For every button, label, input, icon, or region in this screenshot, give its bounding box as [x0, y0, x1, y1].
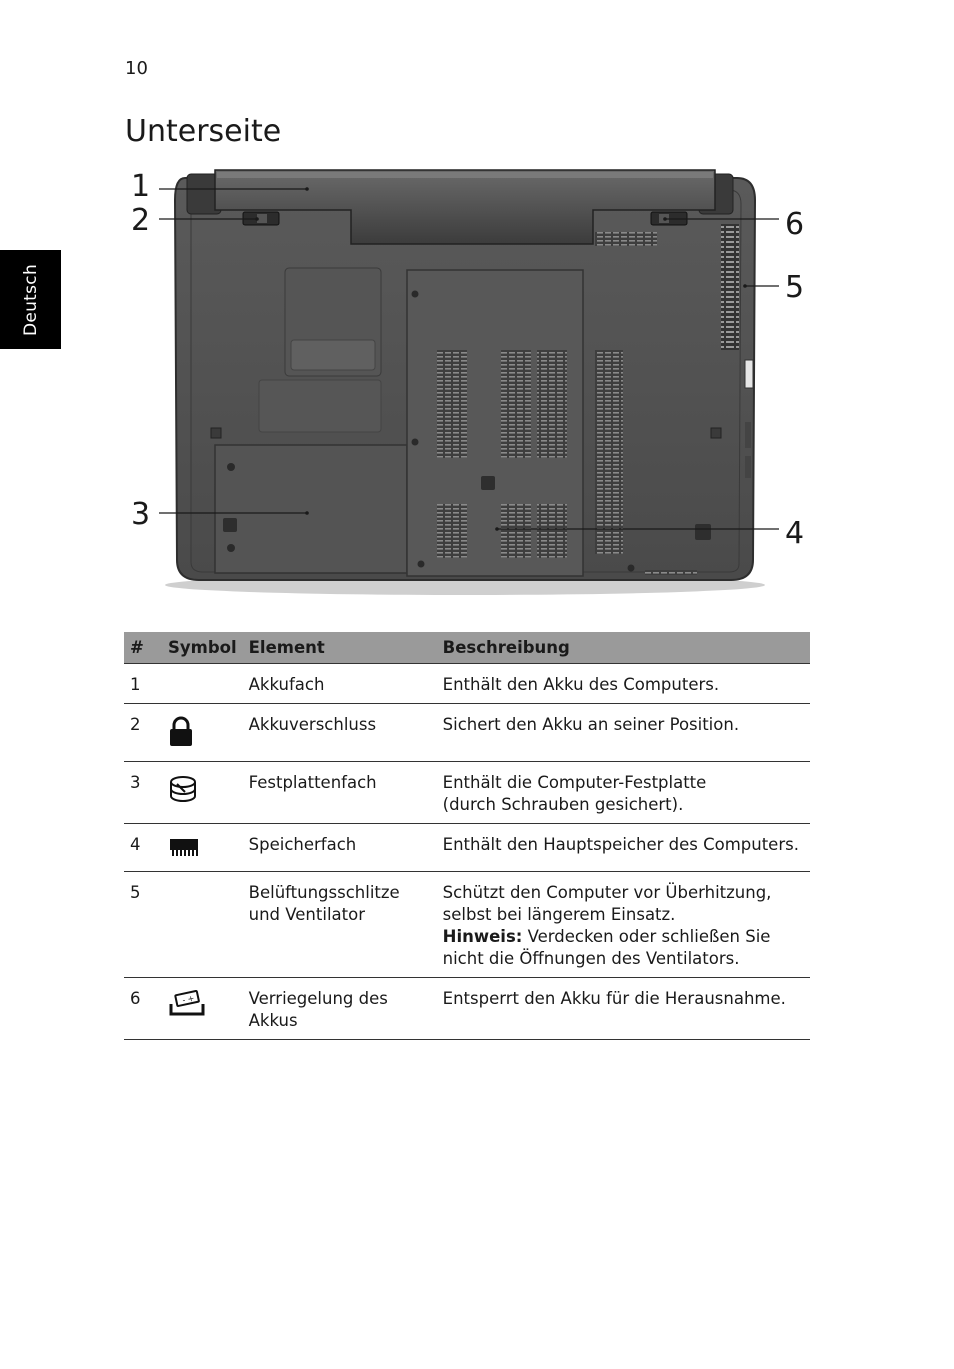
header-description: Beschreibung: [437, 632, 810, 664]
row-description: [437, 762, 810, 824]
row-symbol: [162, 824, 243, 872]
row-description: Entsperrt den Akku für die Herausnahme.: [437, 978, 810, 1040]
row-num: 1: [124, 664, 162, 704]
callout-2: 2: [131, 203, 151, 238]
row-element: [243, 978, 437, 1040]
header-symbol: Symbol: [162, 632, 243, 664]
table-row: [124, 978, 810, 1040]
hdd-bay-cover: [215, 445, 407, 573]
description-line: selbst bei längerem Einsatz.: [442, 905, 676, 924]
svg-text:- +: - +: [181, 993, 196, 1005]
element-line: Verriegelung des: [248, 989, 388, 1008]
row-num: 2: [124, 704, 162, 762]
row-description: Enthält den Hauptspeicher des Computers.: [437, 824, 810, 872]
table-row: [124, 824, 810, 872]
element-line: Akkus: [248, 1011, 298, 1030]
note-label: Hinweis:: [442, 927, 523, 946]
header-element: Element: [243, 632, 437, 664]
row-num: 5: [124, 872, 162, 978]
language-side-tab: [0, 250, 61, 349]
row-description: [437, 872, 810, 978]
row-symbol: [162, 762, 243, 824]
row-element: Festplattenfach: [243, 762, 437, 824]
row-symbol: [162, 704, 243, 762]
callout-3: 3: [131, 497, 151, 532]
battery-release-icon: [168, 990, 206, 1018]
description-line: Enthält die Computer-Festplatte: [442, 773, 707, 792]
side-tab-label: Deutsch: [20, 263, 41, 336]
table-row: [124, 872, 810, 978]
element-line: und Ventilator: [248, 905, 365, 924]
table-row: [124, 664, 810, 704]
callout-4: 4: [785, 516, 805, 551]
row-description: Enthält den Akku des Computers.: [437, 664, 810, 704]
callout-6: 6: [785, 207, 805, 242]
row-element: Speicherfach: [243, 824, 437, 872]
note-line: nicht die Öffnungen des Ventilators.: [442, 949, 740, 968]
callout-5: 5: [785, 270, 805, 305]
row-num: 6: [124, 978, 162, 1040]
row-element: Akkufach: [243, 664, 437, 704]
memory-module-icon: [168, 836, 200, 858]
table-row: [124, 762, 810, 824]
note-line: [443, 926, 804, 948]
table-row: [124, 704, 810, 762]
row-element: Akkuverschluss: [243, 704, 437, 762]
row-num: 4: [124, 824, 162, 872]
header-num: #: [124, 632, 162, 664]
page-number: 10: [125, 58, 148, 79]
description-line: (durch Schrauben gesichert).: [442, 795, 684, 814]
page-title: Unterseite: [125, 114, 282, 149]
element-line: Belüftungsschlitze: [248, 883, 400, 902]
description-line: Schützt den Computer vor Überhitzung,: [442, 883, 772, 902]
laptop-underside-illustration: [125, 160, 815, 605]
laptop-underside-figure: [125, 160, 815, 605]
callout-1: 1: [131, 169, 151, 204]
row-symbol: [162, 872, 243, 978]
padlock-icon: [168, 716, 194, 748]
table-header-row: [124, 632, 810, 664]
note-text: Verdecken oder schließen Sie: [522, 927, 771, 946]
parts-table: [124, 632, 810, 1040]
row-num: 3: [124, 762, 162, 824]
row-element: [243, 872, 437, 978]
ventilation-slots: [721, 224, 739, 350]
row-symbol: [162, 978, 243, 1040]
row-description: Sichert den Akku an seiner Position.: [437, 704, 810, 762]
row-symbol: [162, 664, 243, 704]
hard-disk-icon: [168, 774, 198, 804]
